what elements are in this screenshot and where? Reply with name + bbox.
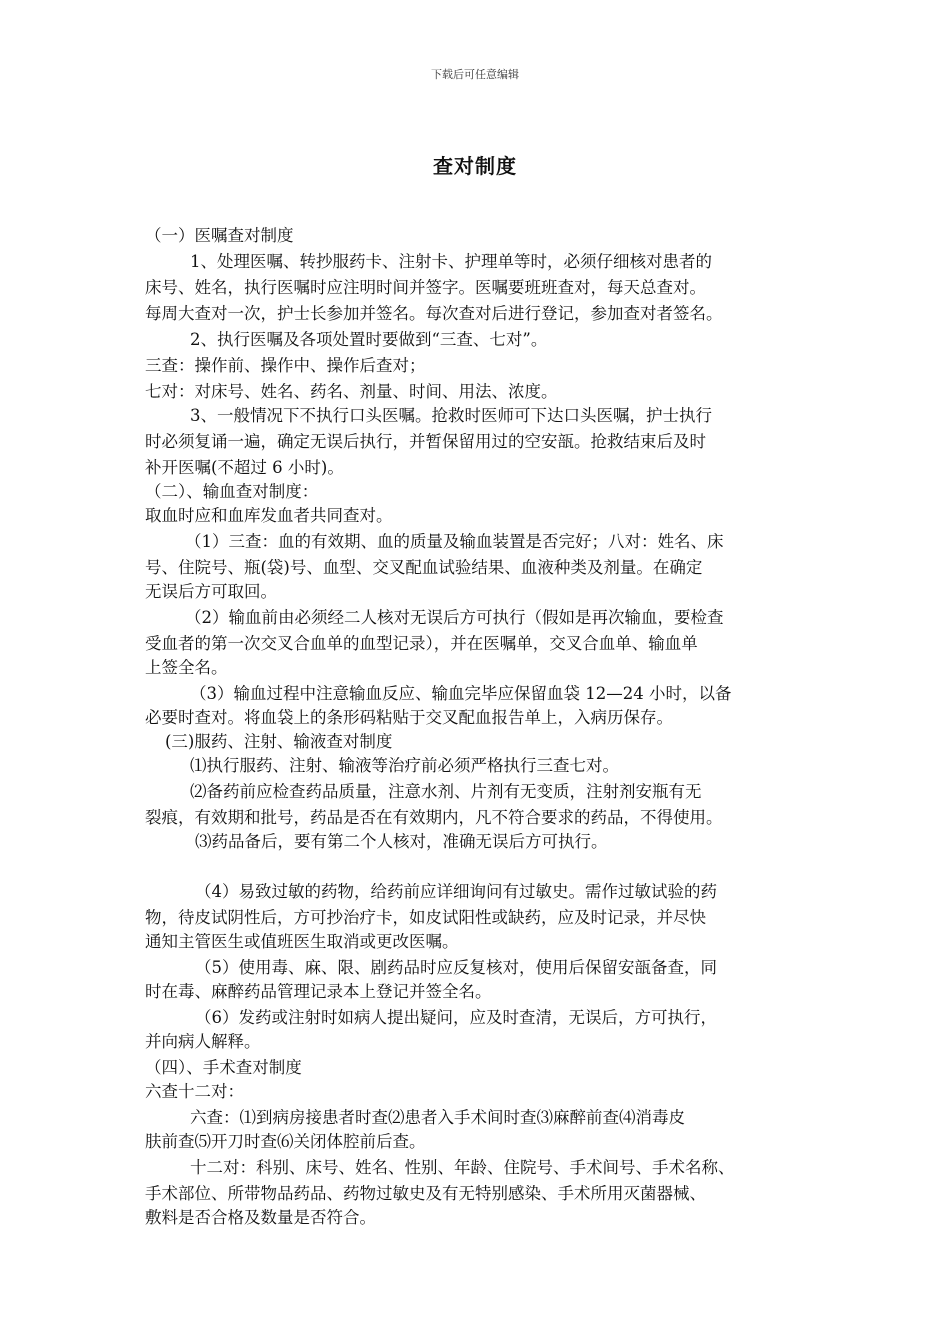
paragraph-line: 肤前查⑸开刀时查⑹关闭体腔前后查。: [145, 1132, 426, 1151]
paragraph-line: 六查十二对：: [145, 1082, 244, 1101]
paragraph-line: 受血者的第一次交叉合血单的血型记录），并在医嘱单，交叉合血单、输血单: [145, 634, 698, 653]
paragraph-line: 号、住院号、瓶(袋)号、血型、交叉配血试验结果、血液种类及剂量。在确定: [145, 558, 703, 577]
paragraph-line: ⑶药品备后，要有第二个人核对，准确无误后方可执行。: [195, 832, 608, 851]
page-header: 下载后可任意编辑: [431, 68, 519, 81]
paragraph-line: 床号、姓名，执行医嘱时应注明时间并签字。医嘱要班班查对，每天总查对。: [145, 278, 706, 297]
paragraph-line: 补开医嘱(不超过 6 小时)。: [145, 458, 344, 477]
paragraph-line: 三查：操作前、操作中、操作后查对；: [145, 356, 426, 375]
paragraph-line: ⑵备药前应检查药品质量，注意水剂、片剂有无变质，注射剂安瓶有无: [190, 782, 702, 801]
section-heading-4: （四）、手术查对制度: [145, 1058, 302, 1077]
paragraph-line: 时在毒、麻醉药品管理记录本上登记并签全名。: [145, 982, 492, 1001]
section-heading-2: （二）、输血查对制度：: [145, 482, 319, 501]
paragraph-line: 敷料是否合格及数量是否符合。: [145, 1208, 376, 1227]
paragraph-line: 无误后方可取回。: [145, 582, 277, 601]
paragraph-line: 每周大查对一次，护士长参加并签名。每次查对后进行登记，参加查对者签名。: [145, 304, 723, 323]
paragraph-line: （1）三查：血的有效期、血的质量及输血装置是否完好；八对：姓名、床: [185, 532, 724, 551]
paragraph-line: 物，待皮试阴性后，方可抄治疗卡，如皮试阳性或缺药，应及时记录，并尽快: [145, 908, 706, 927]
paragraph-line: （6）发药或注射时如病人提出疑问，应及时查清，无误后，方可执行，: [195, 1008, 717, 1027]
document-title: 查对制度: [433, 154, 517, 178]
section-heading-3: (三)服药、注射、输液查对制度: [165, 732, 393, 751]
paragraph-line: 3、一般情况下不执行口头医嘱。抢救时医师可下达口头医嘱，护士执行: [190, 406, 712, 425]
paragraph-line: （2）输血前由必须经二人核对无误后方可执行（假如是再次输血，要检查: [185, 608, 724, 627]
paragraph-line: 时必须复诵一遍，确定无误后执行，并暂保留用过的空安瓿。抢救结束后及时: [145, 432, 706, 451]
paragraph-line: 取血时应和血库发血者共同查对。: [145, 506, 393, 525]
paragraph-line: 必要时查对。将血袋上的条形码粘贴于交叉配血报告单上，入病历保存。: [145, 708, 673, 727]
paragraph-line: 并向病人解释。: [145, 1032, 261, 1051]
paragraph-line: 十二对：科别、床号、姓名、性别、年龄、住院号、手术间号、手术名称、: [190, 1158, 735, 1177]
paragraph-line: 上签全名。: [145, 658, 228, 677]
paragraph-line: （5）使用毒、麻、限、剧药品时应反复核对，使用后保留安瓿备查，同: [195, 958, 717, 977]
paragraph-line: 1、处理医嘱、转抄服药卡、注射卡、护理单等时，必须仔细核对患者的: [190, 252, 712, 271]
paragraph-line: 通知主管医生或值班医生取消或更改医嘱。: [145, 932, 459, 951]
paragraph-line: （3）输血过程中注意输血反应、输血完毕应保留血袋 12—24 小时，以备: [190, 684, 732, 703]
paragraph-line: ⑴执行服药、注射、输液等治疗前必须严格执行三查七对。: [190, 756, 619, 775]
paragraph-line: 2、执行医嘱及各项处置时要做到“三查、七对”。: [190, 330, 548, 349]
paragraph-line: 七对：对床号、姓名、药名、剂量、时间、用法、浓度。: [145, 382, 558, 401]
paragraph-line: 裂痕，有效期和批号，药品是否在有效期内，凡不符合要求的药品，不得使用。: [145, 808, 723, 827]
section-heading-1: （一）医嘱查对制度: [145, 226, 294, 245]
paragraph-line: 六查：⑴到病房接患者时查⑵患者入手术间时查⑶麻醉前查⑷消毒皮: [190, 1108, 685, 1127]
paragraph-line: （4）易致过敏的药物，给药前应详细询问有过敏史。需作过敏试验的药: [195, 882, 717, 901]
paragraph-line: 手术部位、所带物品药品、药物过敏史及有无特别感染、手术所用灭菌器械、: [145, 1184, 706, 1203]
